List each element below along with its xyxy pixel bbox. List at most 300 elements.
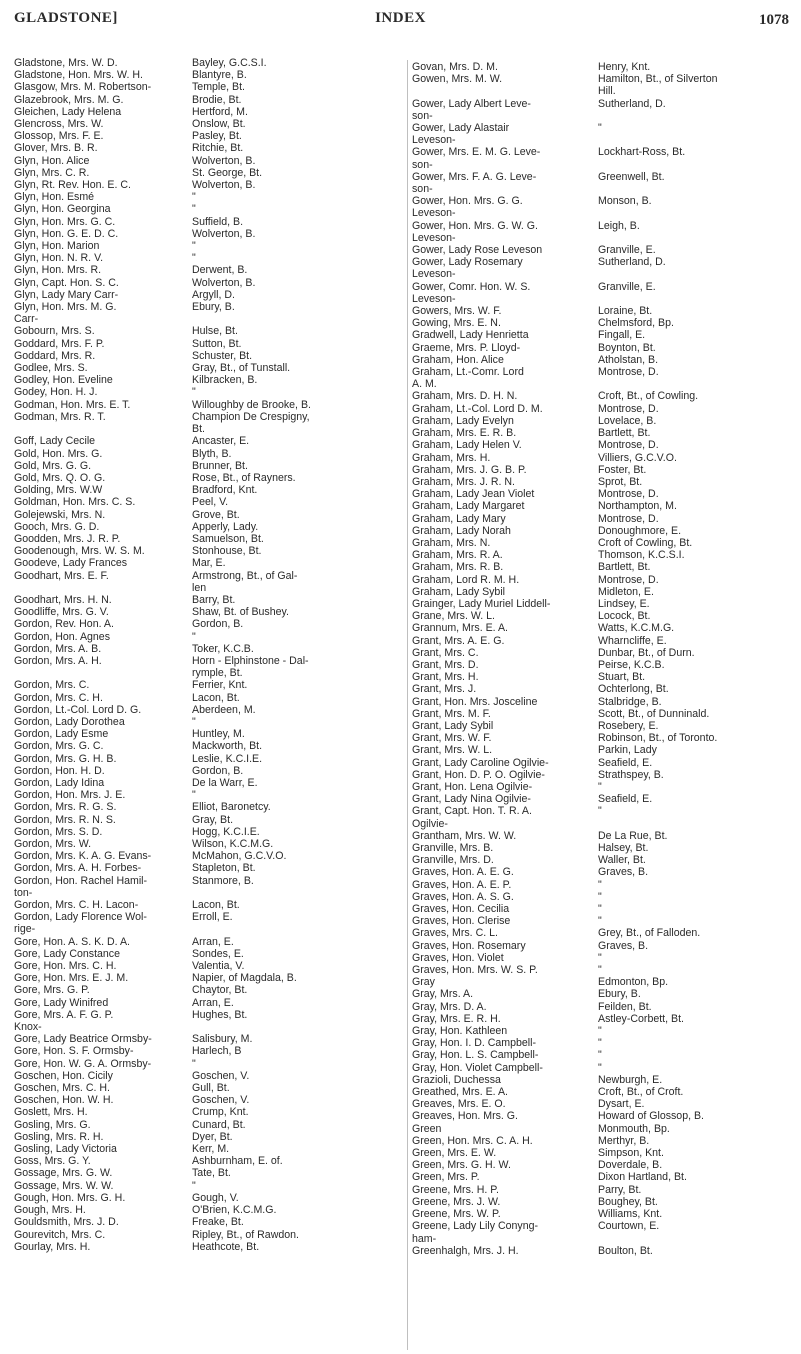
entry-title: Tate, Bt. — [192, 1167, 231, 1180]
index-entry — [14, 753, 406, 765]
entry-title: Kerr, M. — [192, 1143, 230, 1156]
entry-name: Gower, Hon. Mrs. G. G. — [412, 195, 523, 208]
entry-name: Gourevitch, Mrs. C. — [14, 1228, 106, 1241]
entry-name — [14, 423, 192, 435]
index-entry — [412, 610, 798, 622]
entry-title — [598, 268, 796, 280]
entry-name: Leveson- — [412, 268, 456, 281]
index-entry — [412, 561, 798, 573]
index-entry — [412, 769, 798, 781]
entry-name: Grant, Mrs. W. L. — [412, 744, 493, 757]
entry-title: rymple, Bt. — [192, 667, 243, 680]
index-entry — [14, 557, 406, 569]
index-entry — [412, 317, 798, 329]
entry-name: Grazioli, Duchessa — [412, 1073, 501, 1086]
entry-title: Newburgh, E. — [598, 1073, 663, 1086]
index-entry — [412, 427, 798, 439]
entry-title: Goschen, V. — [192, 1069, 250, 1082]
entry-name: Goodeve, Lady Frances — [14, 557, 128, 570]
entry-title: Toker, K.C.B. — [192, 642, 254, 655]
entry-name: Glyn, Hon. Mrs. G. C. — [14, 215, 116, 228]
index-entry — [14, 667, 406, 679]
index-entry — [14, 887, 406, 899]
index-entry — [14, 118, 406, 130]
index-entry — [412, 1025, 798, 1037]
entry-name: Goodenough, Mrs. W. S. M. — [14, 545, 145, 558]
index-entry — [14, 1009, 406, 1021]
index-entry — [14, 716, 406, 728]
entry-title: Lacon, Bt. — [192, 691, 240, 704]
entry-title: Robinson, Bt., of Toronto. — [598, 732, 718, 745]
index-entry — [412, 903, 798, 915]
entry-title — [598, 159, 796, 171]
entry-title: Rose, Bt., of Rayners. — [192, 471, 296, 484]
entry-title: De la Warr, E. — [192, 776, 258, 789]
index-entry — [412, 500, 798, 512]
index-entry — [14, 106, 406, 118]
index-entry — [14, 448, 406, 460]
index-entry — [14, 618, 406, 630]
entry-name: Green, Hon. Mrs. C. A. H. — [412, 1134, 533, 1147]
entry-name: Gower, Lady Rosemary — [412, 256, 523, 269]
entry-title: Pasley, Bt. — [192, 130, 242, 143]
index-entry — [14, 1106, 406, 1118]
entry-name: Gower, Lady Rose Leveson — [412, 244, 543, 257]
entry-name: Glover, Mrs. B. R. — [14, 142, 98, 155]
entry-title: Stonhouse, Bt. — [192, 545, 262, 558]
entry-title: Wilson, K.C.M.G. — [192, 838, 274, 850]
index-entry — [412, 854, 798, 866]
entry-name: Grant, Mrs. H. — [412, 671, 479, 684]
index-entry — [412, 549, 798, 561]
index-entry — [412, 964, 798, 976]
entry-title — [192, 923, 404, 935]
entry-title: Lockhart-Ross, Bt. — [598, 146, 686, 159]
entry-name: Graham, Mrs. J. G. B. P. — [412, 463, 527, 476]
entry-name: Greaves, Hon. Mrs. G. — [412, 1110, 518, 1123]
entry-name: Gore, Hon. A. S. K. D. A. — [14, 935, 130, 948]
entry-title: Stapleton, Bt. — [192, 862, 256, 875]
entry-title: " — [598, 1025, 602, 1038]
entry-title: Strathspey, B. — [598, 768, 664, 781]
index-entry — [14, 1180, 406, 1192]
entry-name: Goschen, Hon. Cicily — [14, 1069, 113, 1082]
entry-name: Graham, Hon. Alice — [412, 353, 504, 366]
entry-title: Wolverton, B. — [192, 227, 256, 240]
index-entry — [412, 586, 798, 598]
entry-title: Shaw, Bt. of Bushey. — [192, 606, 289, 619]
entry-name: Goddard, Mrs. F. P. — [14, 337, 105, 350]
index-entry — [412, 805, 798, 817]
entry-title: Hill. — [598, 85, 616, 98]
entry-name: Gore, Hon. Mrs. E. J. M. — [14, 972, 129, 985]
index-entry — [412, 1062, 798, 1074]
index-entry — [14, 69, 406, 81]
entry-title: " — [598, 878, 602, 891]
entry-title: Bt. — [192, 423, 205, 436]
entry-title: Locock, Bt. — [598, 610, 651, 623]
index-entry — [14, 728, 406, 740]
entry-name: Gower, Lady Alastair — [412, 122, 510, 135]
entry-name: Gower, Mrs. F. A. G. Leve- — [412, 170, 537, 183]
entry-name: Graves, Hon. Rosemary — [412, 939, 526, 952]
index-entry — [14, 167, 406, 179]
entry-title: Hughes, Bt. — [192, 1008, 248, 1021]
entry-name: Glazebrook, Mrs. M. G. — [14, 93, 124, 106]
index-entry — [14, 570, 406, 582]
entry-name: Graves, Hon. Violet — [412, 951, 504, 964]
entry-name: ham- — [412, 1232, 437, 1245]
entry-name: Gordon, Hon. H. D. — [14, 764, 105, 777]
entry-title: Salisbury, M. — [192, 1033, 253, 1046]
index-entry — [412, 439, 798, 451]
entry-title — [598, 183, 796, 195]
index-entry — [14, 277, 406, 289]
index-entry — [14, 533, 406, 545]
index-entry — [412, 671, 798, 683]
index-entry — [14, 521, 406, 533]
index-entry — [14, 911, 406, 923]
entry-title: Simpson, Knt. — [598, 1147, 664, 1160]
entry-title — [598, 1233, 796, 1245]
index-entry — [412, 927, 798, 939]
entry-name: Gower, Comr. Hon. W. S. — [412, 280, 531, 293]
entry-title: Dysart, E. — [598, 1098, 645, 1111]
entry-name: Gordon, Lt.-Col. Lord D. G. — [14, 703, 142, 716]
entry-title: " — [598, 890, 602, 903]
index-entry — [412, 268, 798, 280]
entry-name: Greene, Lady Lily Conyng- — [412, 1220, 539, 1233]
index-entry — [412, 830, 798, 842]
entry-name: A. M. — [412, 378, 437, 391]
index-entry — [412, 525, 798, 537]
entry-name: Grant, Mrs. W. F. — [412, 732, 492, 745]
index-entry — [14, 179, 406, 191]
index-entry — [412, 171, 798, 183]
entry-title: Samuelson, Bt. — [192, 532, 264, 545]
index-entry — [412, 207, 798, 219]
entry-title: Granville, E. — [598, 244, 656, 257]
index-entry — [14, 606, 406, 618]
entry-title — [598, 207, 796, 219]
entry-title: De La Rue, Bt. — [598, 829, 668, 842]
entry-name: Graham, Mrs. N. — [412, 536, 491, 549]
index-entry — [14, 826, 406, 838]
index-entry — [412, 1135, 798, 1147]
index-entry — [412, 1049, 798, 1061]
index-entry — [14, 655, 406, 667]
index-entry — [14, 692, 406, 704]
entry-name: Gore, Mrs. A. F. G. P. — [14, 1008, 114, 1021]
entry-title: Gull, Bt. — [192, 1082, 230, 1095]
index-entry — [412, 232, 798, 244]
index-entry — [412, 390, 798, 402]
entry-name: son- — [412, 183, 433, 196]
entry-title — [598, 110, 796, 122]
index-entry — [14, 472, 406, 484]
entry-name: Gordon, Lady Idina — [14, 776, 105, 789]
entry-name: Gossage, Mrs. W. W. — [14, 1179, 114, 1192]
entry-title: " — [192, 386, 196, 399]
index-entry — [412, 1098, 798, 1110]
index-entry — [14, 496, 406, 508]
entry-name: Gossage, Mrs. G. W. — [14, 1167, 113, 1180]
entry-name: Graeme, Mrs. P. Lloyd- — [412, 341, 521, 354]
entry-name: Glyn, Hon. Marion — [14, 240, 100, 253]
entry-title: Blyth, B. — [192, 447, 232, 460]
entry-title: Ochterlong, Bt. — [598, 683, 669, 696]
entry-name: Gray, Mrs. A. — [412, 988, 474, 1001]
entry-name: Gordon, Mrs. A. H. Forbes- — [14, 862, 142, 875]
entry-title: Suffield, B. — [192, 215, 244, 228]
index-column-right — [412, 61, 798, 1257]
index-entry — [412, 146, 798, 158]
index-entry — [412, 1147, 798, 1159]
entry-title: Wolverton, B. — [192, 276, 256, 289]
entry-title: Brunner, Bt. — [192, 459, 248, 472]
index-entry — [14, 997, 406, 1009]
index-entry — [412, 281, 798, 293]
index-entry — [412, 354, 798, 366]
entry-name: Gough, Mrs. H. — [14, 1204, 86, 1217]
index-entry — [14, 460, 406, 472]
entry-name: Godman, Hon. Mrs. E. T. — [14, 398, 131, 411]
entry-title: Grey, Bt., of Falloden. — [598, 927, 701, 940]
entry-title: Montrose, D. — [598, 366, 659, 379]
index-entry — [14, 960, 406, 972]
entry-title: Gray, Bt. — [192, 813, 234, 826]
entry-name: Grant, Mrs. A. E. G. — [412, 634, 505, 647]
entry-title: Watts, K.C.M.G. — [598, 622, 675, 635]
index-entry — [412, 574, 798, 586]
entry-name: Grane, Mrs. W. L. — [412, 610, 496, 623]
index-entry — [14, 411, 406, 423]
index-entry — [412, 598, 798, 610]
entry-name: Graves, Hon. Cecilia — [412, 903, 510, 916]
index-entry — [412, 305, 798, 317]
index-entry — [412, 537, 798, 549]
entry-name: Grant, Lady Nina Ogilvie- — [412, 793, 531, 806]
index-entry — [412, 256, 798, 268]
entry-name: Greene, Mrs. J. W. — [412, 1195, 501, 1208]
entry-title: Howard of Glossop, B. — [598, 1110, 704, 1123]
index-entry — [14, 1119, 406, 1131]
index-entry — [412, 647, 798, 659]
entry-title: Gray, Bt., of Tunstall. — [192, 362, 291, 375]
index-entry — [14, 1094, 406, 1106]
entry-title: Schuster, Bt. — [192, 349, 253, 362]
entry-name: son- — [412, 109, 433, 122]
index-entry — [14, 643, 406, 655]
entry-title: " — [598, 805, 602, 818]
index-entry — [14, 484, 406, 496]
index-entry — [14, 789, 406, 801]
entry-title: " — [598, 1061, 602, 1074]
index-entry — [412, 732, 798, 744]
entry-name: Govan, Mrs. D. M. — [412, 61, 498, 73]
entry-title: " — [192, 252, 196, 265]
index-entry — [14, 1058, 406, 1070]
entry-title: Hulse, Bt. — [192, 325, 238, 338]
entry-title: Montrose, D. — [598, 488, 659, 501]
index-entry — [412, 976, 798, 988]
entry-title: Bayley, G.C.S.I. — [192, 57, 267, 69]
entry-title: " — [192, 191, 196, 204]
entry-title: Croft, Bt., of Croft. — [598, 1086, 684, 1099]
entry-title: Sprot, Bt. — [598, 475, 643, 488]
index-entry — [14, 948, 406, 960]
index-entry — [14, 679, 406, 691]
entry-name: Graham, Lady Mary — [412, 512, 506, 525]
index-entry — [14, 936, 406, 948]
entry-title: Donoughmore, E. — [598, 524, 682, 537]
entry-name: Grant, Capt. Hon. T. R. A. — [412, 805, 532, 818]
entry-name: Grant, Mrs. J. — [412, 683, 477, 696]
entry-name: Gordon, Mrs. C. — [14, 679, 90, 692]
index-entry — [14, 386, 406, 398]
entry-title: Arran, E. — [192, 935, 234, 948]
entry-title: Leigh, B. — [598, 219, 640, 232]
entry-title: Armstrong, Bt., of Gal- — [192, 569, 298, 582]
index-entry — [412, 683, 798, 695]
index-entry — [412, 622, 798, 634]
entry-name: Gray, Mrs. E. R. H. — [412, 1012, 501, 1025]
entry-name: Gore, Hon. W. G. A. Ormsby- — [14, 1057, 152, 1070]
entry-name: Glyn, Hon. Esmé — [14, 191, 95, 204]
entry-name: Gradwell, Lady Henrietta — [412, 329, 529, 342]
entry-title: Valentia, V. — [192, 960, 245, 973]
index-entry — [412, 1086, 798, 1098]
entry-title: Heathcote, Bt. — [192, 1240, 260, 1253]
entry-name: Ogilvie- — [412, 817, 448, 830]
entry-title: Kilbracken, B. — [192, 374, 258, 387]
entry-name: Green, Mrs. P. — [412, 1171, 480, 1184]
entry-name: Graham, Mrs. D. H. N. — [412, 390, 518, 403]
entry-name: Gladstone, Mrs. W. D. — [14, 57, 118, 69]
entry-name: Gosling, Mrs. G. — [14, 1118, 91, 1131]
index-entry — [14, 435, 406, 447]
entry-name: Goschen, Mrs. C. H. — [14, 1082, 110, 1095]
entry-title: Rosebery, E. — [598, 719, 659, 732]
index-entry — [412, 744, 798, 756]
index-entry — [14, 1131, 406, 1143]
index-entry — [14, 301, 406, 313]
index-entry — [14, 1192, 406, 1204]
entry-title: Fingall, E. — [598, 329, 646, 342]
entry-title: Feilden, Bt. — [598, 1000, 652, 1013]
entry-title: Villiers, G.C.V.O. — [598, 451, 677, 464]
entry-title: Croft of Cowling, Bt. — [598, 536, 693, 549]
index-entry — [412, 85, 798, 97]
entry-name: Gore, Hon. S. F. Ormsby- — [14, 1045, 134, 1058]
entry-name: Godlee, Mrs. S. — [14, 362, 88, 375]
entry-title: " — [598, 951, 602, 964]
index-entry — [412, 781, 798, 793]
entry-name: Graham, Mrs. R. B. — [412, 561, 504, 574]
entry-title: Hogg, K.C.I.E. — [192, 825, 260, 838]
index-entry — [412, 1074, 798, 1086]
entry-title: Napier, of Magdala, B. — [192, 972, 297, 985]
entry-name: Gouldsmith, Mrs. J. D. — [14, 1216, 119, 1229]
entry-name — [412, 85, 598, 97]
entry-name: Gray, Mrs. D. A. — [412, 1000, 487, 1013]
index-entry — [14, 801, 406, 813]
entry-name: Gordon, Lady Florence Wol- — [14, 911, 147, 924]
index-entry — [412, 464, 798, 476]
entry-title: Halsey, Bt. — [598, 842, 649, 854]
index-entry — [412, 988, 798, 1000]
entry-title: Brodie, Bt. — [192, 93, 242, 106]
entry-name: Grannum, Mrs. E. A. — [412, 622, 508, 635]
entry-title: Gordon, B. — [192, 764, 244, 777]
entry-name: Granville, Mrs. B. — [412, 842, 494, 854]
entry-title: Chelmsford, Bp. — [598, 317, 674, 330]
entry-name: Graham, Mrs. R. A. — [412, 549, 503, 562]
entry-name: Gordon, Mrs. A. H. — [14, 654, 102, 667]
entry-title: Wolverton, B. — [192, 154, 256, 167]
entry-name: Gordon, Lady Dorothea — [14, 715, 125, 728]
entry-name: Graves, Hon. A. E. G. — [412, 866, 514, 879]
entry-title: Huntley, M. — [192, 728, 245, 741]
entry-title — [598, 378, 796, 390]
entry-title: Ripley, Bt., of Rawdon. — [192, 1228, 299, 1241]
entry-name: Graham, Mrs. J. R. N. — [412, 475, 516, 488]
entry-name: Godman, Mrs. R. T. — [14, 410, 106, 423]
index-entry — [14, 142, 406, 154]
entry-name: Goldman, Hon. Mrs. C. S. — [14, 496, 136, 509]
entry-title: Boughey, Bt. — [598, 1195, 658, 1208]
index-entry — [14, 582, 406, 594]
entry-title: Graves, B. — [598, 939, 649, 952]
entry-name: Graves, Hon. Clerise — [412, 915, 511, 928]
entry-title: Leslie, K.C.I.E. — [192, 752, 263, 765]
entry-name: Gordon, Mrs. R. G. S. — [14, 801, 117, 814]
entry-title: Hertford, M. — [192, 105, 248, 118]
index-entry — [14, 289, 406, 301]
index-entry — [14, 1082, 406, 1094]
entry-name: Gordon, Mrs. C. H. — [14, 691, 103, 704]
entry-title: Foster, Bt. — [598, 463, 647, 476]
entry-name: Gowing, Mrs. E. N. — [412, 317, 501, 330]
index-entry — [412, 940, 798, 952]
entry-name: Gray — [412, 976, 435, 989]
index-entry — [412, 720, 798, 732]
index-entry — [412, 1233, 798, 1245]
index-entry — [412, 866, 798, 878]
entry-title: Onslow, Bt. — [192, 118, 246, 131]
entry-title: len — [192, 581, 207, 594]
entry-name: Graham, Lady Sybil — [412, 585, 506, 598]
entry-title: Gough, V. — [192, 1191, 239, 1204]
entry-name: Gore, Hon. Mrs. C. H. — [14, 960, 117, 973]
entry-title — [598, 134, 796, 146]
entry-title: Chaytor, Bt. — [192, 984, 248, 997]
entry-title: " — [598, 780, 602, 793]
entry-name: Gowen, Mrs. M. W. — [412, 73, 503, 86]
entry-name — [14, 582, 192, 594]
index-entry — [14, 155, 406, 167]
index-entry — [14, 814, 406, 826]
index-entry — [14, 264, 406, 276]
index-entry — [14, 228, 406, 240]
entry-name: Gray, Hon. I. D. Campbell- — [412, 1037, 537, 1050]
index-entry — [14, 191, 406, 203]
index-entry — [412, 73, 798, 85]
index-entry — [14, 1155, 406, 1167]
entry-name: Grantham, Mrs. W. W. — [412, 829, 517, 842]
entry-name: Godley, Hon. Eveline — [14, 374, 113, 387]
index-entry — [412, 488, 798, 500]
